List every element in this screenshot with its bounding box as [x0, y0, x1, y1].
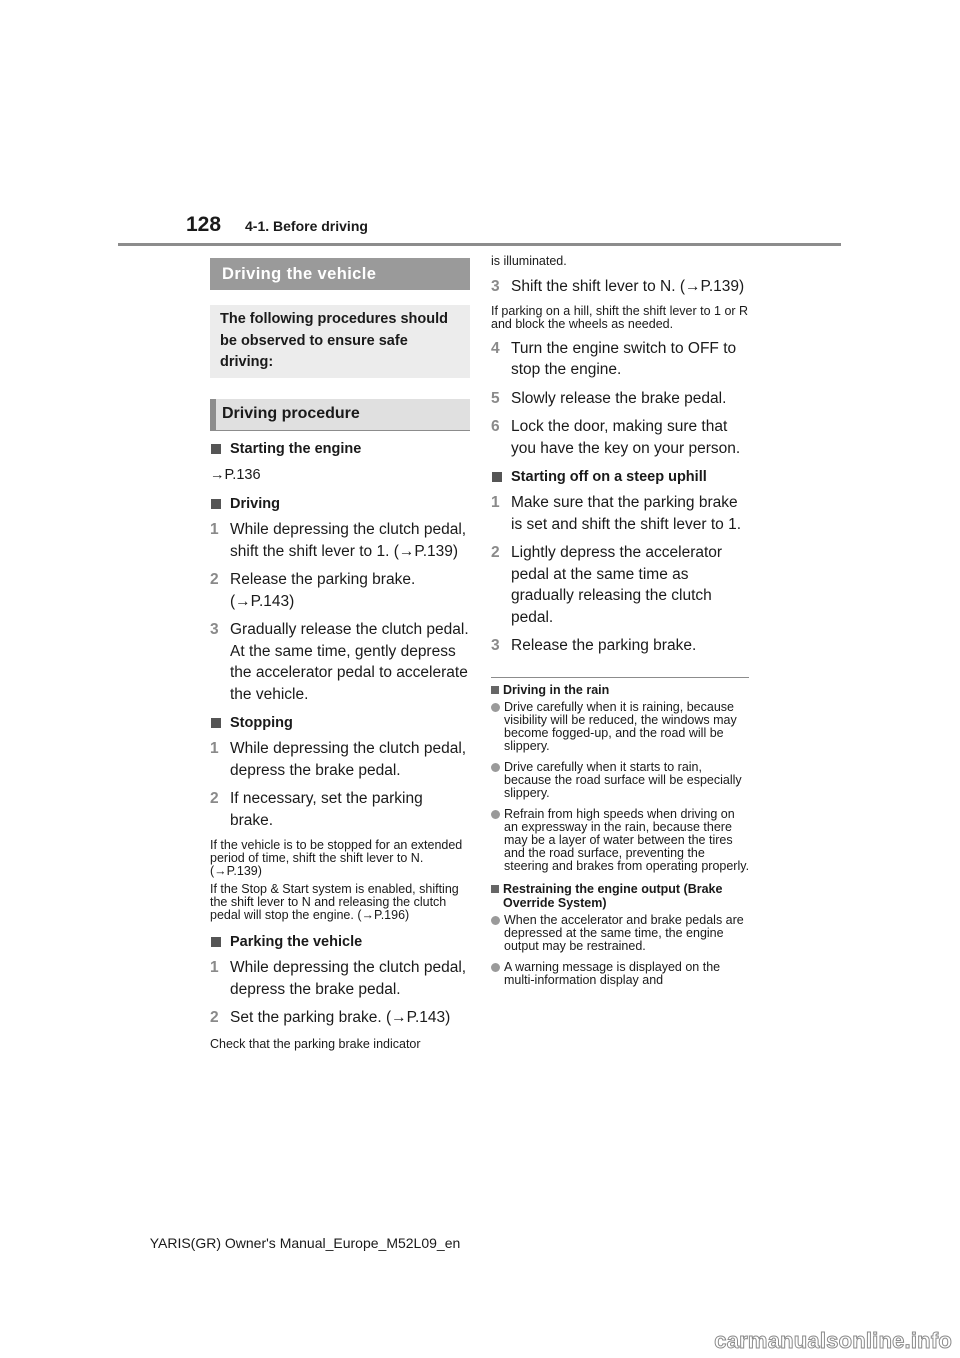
parking-steps-continued	[491, 276, 751, 298]
dot-bullet-icon	[491, 810, 500, 819]
dot-bullet-icon	[491, 963, 500, 972]
driving-steps	[210, 519, 470, 705]
parking-heading: Parking the vehicle	[210, 933, 470, 952]
driving-heading: Driving	[210, 495, 470, 514]
notes-divider	[491, 677, 749, 678]
restrain-heading: Restraining the engine output (Brake Override System)	[491, 882, 751, 910]
step-item: 2 Release the parking brake. (→P.143)	[210, 571, 416, 610]
dot-bullet-icon	[491, 763, 500, 772]
list-item: A warning message is displayed on the multi-information display and	[491, 961, 751, 987]
stopping-steps	[210, 738, 470, 831]
step-item: 2 If necessary, set the parking brake.	[210, 790, 423, 829]
step-item: 2 Lightly depress the accelerator pedal at the same time as gradually releasing the clutch pedal.	[491, 544, 723, 626]
page-number: 128	[186, 213, 222, 236]
step-item: 6 Lock the door, making sure that you have the key on your person.	[491, 418, 741, 457]
parking-steps	[210, 957, 470, 1029]
list-item: Refrain from high speeds when driving on an expressway in the rain, because there may be a layer of water between the tires and the road surface, preventing the steering and brakes from operating properly.	[491, 808, 751, 873]
page-reference: →P.136	[210, 467, 261, 483]
right-column	[491, 255, 751, 987]
step-item: 3 Gradually release the clutch pedal. At the same time, gently depress the accelerator pedal to accelerate the vehicle.	[210, 621, 469, 703]
step-item: 3 Shift the shift lever to N. (→P.139)	[491, 278, 745, 295]
footer-title: YARIS(GR) Owner's Manual_Europe_M52L09_en	[149, 1235, 461, 1251]
square-bullet-icon	[491, 686, 499, 694]
list-item: Drive carefully when it starts to rain, because the road surface will be especially slippery.	[491, 761, 751, 800]
step-item: 5 Slowly release the brake pedal.	[491, 389, 727, 407]
step-item: 3 Release the parking brake.	[491, 637, 697, 654]
stopping-note: If the vehicle is to be stopped for an extended period of time, shift the shift lever to N. (→P.139)	[210, 838, 463, 878]
dot-bullet-icon	[491, 703, 500, 712]
step-item: 1 Make sure that the parking brake is set and shift the shift lever to 1.	[491, 494, 742, 533]
watermark-link[interactable]: carmanualsonline.info	[714, 1328, 952, 1353]
uphill-steps	[491, 492, 751, 657]
dot-bullet-icon	[491, 916, 500, 925]
step-item: 4 Turn the engine switch to OFF to stop the engine.	[491, 339, 737, 378]
header-divider	[118, 243, 841, 246]
square-bullet-icon	[211, 718, 221, 728]
parking-steps-continued-2	[491, 338, 751, 460]
rain-heading: Driving in the rain	[491, 683, 751, 697]
square-bullet-icon	[211, 937, 221, 947]
intro-box: The following procedures should be observed to ensure safe driving:	[210, 305, 470, 378]
square-bullet-icon	[491, 885, 499, 893]
starting-engine-heading: Starting the engine	[210, 440, 470, 459]
continued-text: is illuminated.	[491, 254, 567, 268]
step-item: 1 While depressing the clutch pedal, shift the shift lever to 1. (→P.139)	[210, 521, 467, 560]
stopping-heading: Stopping	[210, 714, 470, 733]
left-column	[210, 258, 470, 1051]
section-label: 4-1. Before driving	[245, 218, 368, 234]
step-item: 1 While depressing the clutch pedal, depress the brake pedal.	[210, 740, 467, 779]
square-bullet-icon	[211, 499, 221, 509]
step-item: 2 Set the parking brake. (→P.143)	[210, 1009, 451, 1026]
stopping-note: If the Stop & Start system is enabled, shifting the shift lever to N and releasing the clutch pedal will stop the engine. (→P.196)	[210, 882, 459, 922]
square-bullet-icon	[211, 444, 221, 454]
subsection-title: Driving procedure	[210, 399, 470, 431]
parking-note: Check that the parking brake indicator	[210, 1036, 421, 1051]
square-bullet-icon	[492, 472, 502, 482]
restrain-bullets	[491, 914, 751, 987]
step-item: 1 While depressing the clutch pedal, depress the brake pedal.	[210, 959, 467, 998]
rain-bullets	[491, 701, 751, 873]
list-item: When the accelerator and brake pedals are depressed at the same time, the engine output may be restrained.	[491, 914, 751, 953]
section-title: Driving the vehicle	[210, 258, 470, 290]
page-header	[0, 0, 960, 260]
list-item: Drive carefully when it is raining, because visibility will be reduced, the windows may become fogged-up, and the road will be slippery.	[491, 701, 751, 753]
uphill-heading: Starting off on a steep uphill	[491, 468, 751, 487]
hill-note: If parking on a hill, shift the shift lever to 1 or R and block the wheels as needed.	[491, 303, 749, 331]
